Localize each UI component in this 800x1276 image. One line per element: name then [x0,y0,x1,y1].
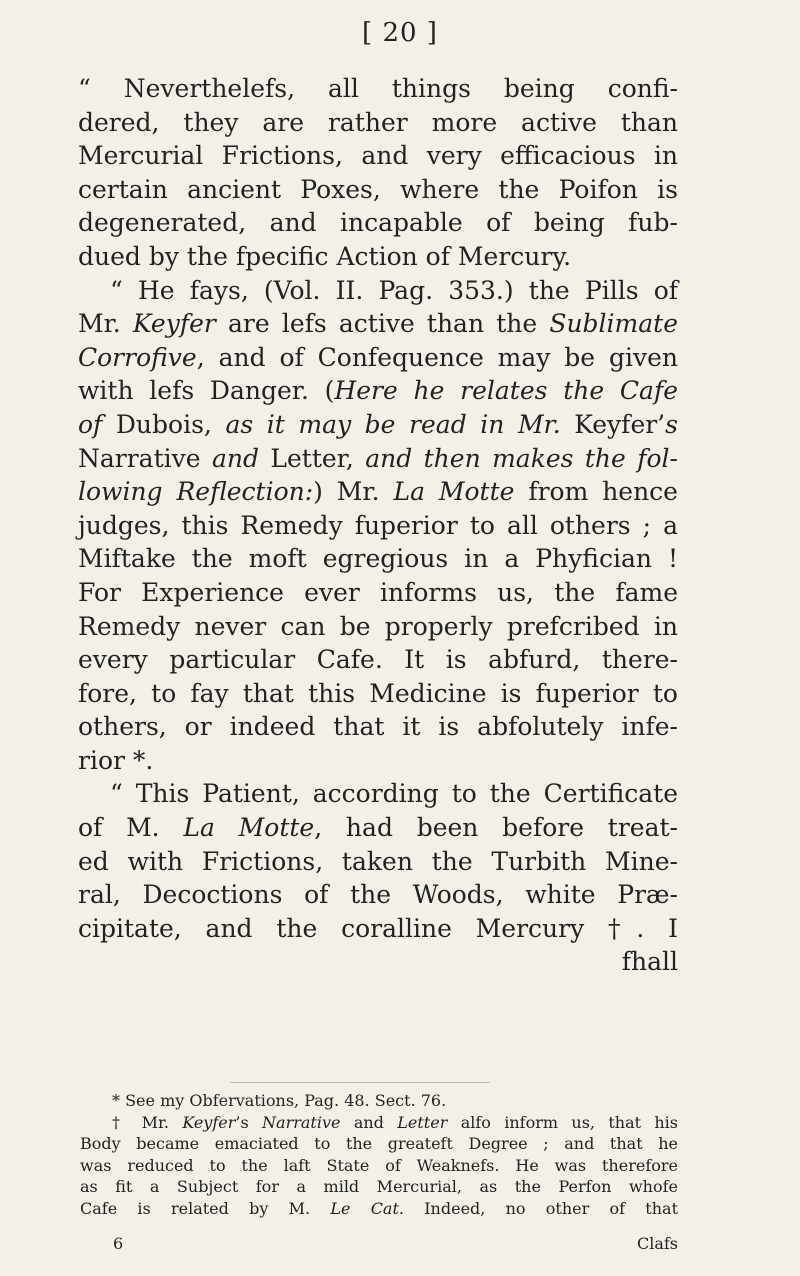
text-line: fhall [621,947,678,977]
text-line: dued by the fpecific Action of Mercury. [78,241,572,271]
text-line: Remedy never can be properly prefcribed in [78,611,678,641]
text-line: fore, to fay that this Medicine is fuperior to [78,678,678,708]
text-line: Corrofive, and of Confequence may be given [78,342,678,372]
text-line: cipitate, and the coralline Mercury †. I [78,913,678,943]
footnotes [80,1090,678,1219]
text-line: “ This Patient, according to the Certificate [110,779,678,809]
footnote-line: * See my Obfervations, Pag. 48. Sect. 76. [112,1091,447,1110]
signature-mark: 6 [113,1234,124,1253]
footnote-line: Body became emaciated to the greateft Degree ; and that he [80,1134,678,1153]
footnote-line: was reduced to the laft State of Weaknefs. He was therefore [80,1155,678,1175]
text-line: certain ancient Poxes, where the Poifon is [78,174,678,204]
footnote-line: † Mr. Keyfer’s Narrative and Letter alfo inform us, that his [112,1112,679,1132]
text-line: “ Neverthelefs, all things being confi- [78,74,678,103]
text-line: lowing Reflection:) Mr. La Motte from hence [78,477,678,507]
catchword: Clafs [636,1234,678,1253]
text-line: For Experience ever informs us, the fame [78,577,678,607]
text-line: Mercurial Frictions, and very efficacious in [78,141,678,171]
text-line: with lefs Danger. (Here he relates the Cafe [78,376,678,406]
text-line: dered, they are rather more active than [78,107,678,137]
text-line: Miftake the moft egregious in a Phyfician ! [78,544,678,574]
main-text [78,72,678,979]
text-line: of M. La Motte, had been before treat- [78,813,678,843]
text-line: of Dubois, as it may be read in Mr. Keyfer’s [78,409,678,439]
text-line: degenerated, and incapable of being fub- [78,208,678,238]
text-line: “ He fays, (Vol. II. Pag. 353.) the Pills of [110,275,678,305]
footnote-line: as fit a Subject for a mild Mercurial, as the Perfon whofe [80,1177,678,1196]
text-line: ed with Frictions, taken the Turbith Mine- [78,846,678,876]
text-line: every particular Cafe. It is abfurd, there- [78,645,678,675]
text-line: rior *. [78,745,154,775]
text-line: ral, Decoctions of the Woods, white Præ- [78,880,678,910]
footnote-line: Cafe is related by M. Le Cat. Indeed, no other of that [80,1198,679,1218]
text-line: others, or indeed that it is abfolutely infe- [78,712,678,742]
text-line: Narrative and Letter, and then makes the fol- [78,443,678,473]
text-line: judges, this Remedy fuperior to all others ; a [78,510,678,540]
text-line: Mr. Keyfer are lefs active than the Sublimate [78,309,678,339]
page-number: [ 20 ] [362,18,438,48]
footnote-divider [230,1082,490,1083]
